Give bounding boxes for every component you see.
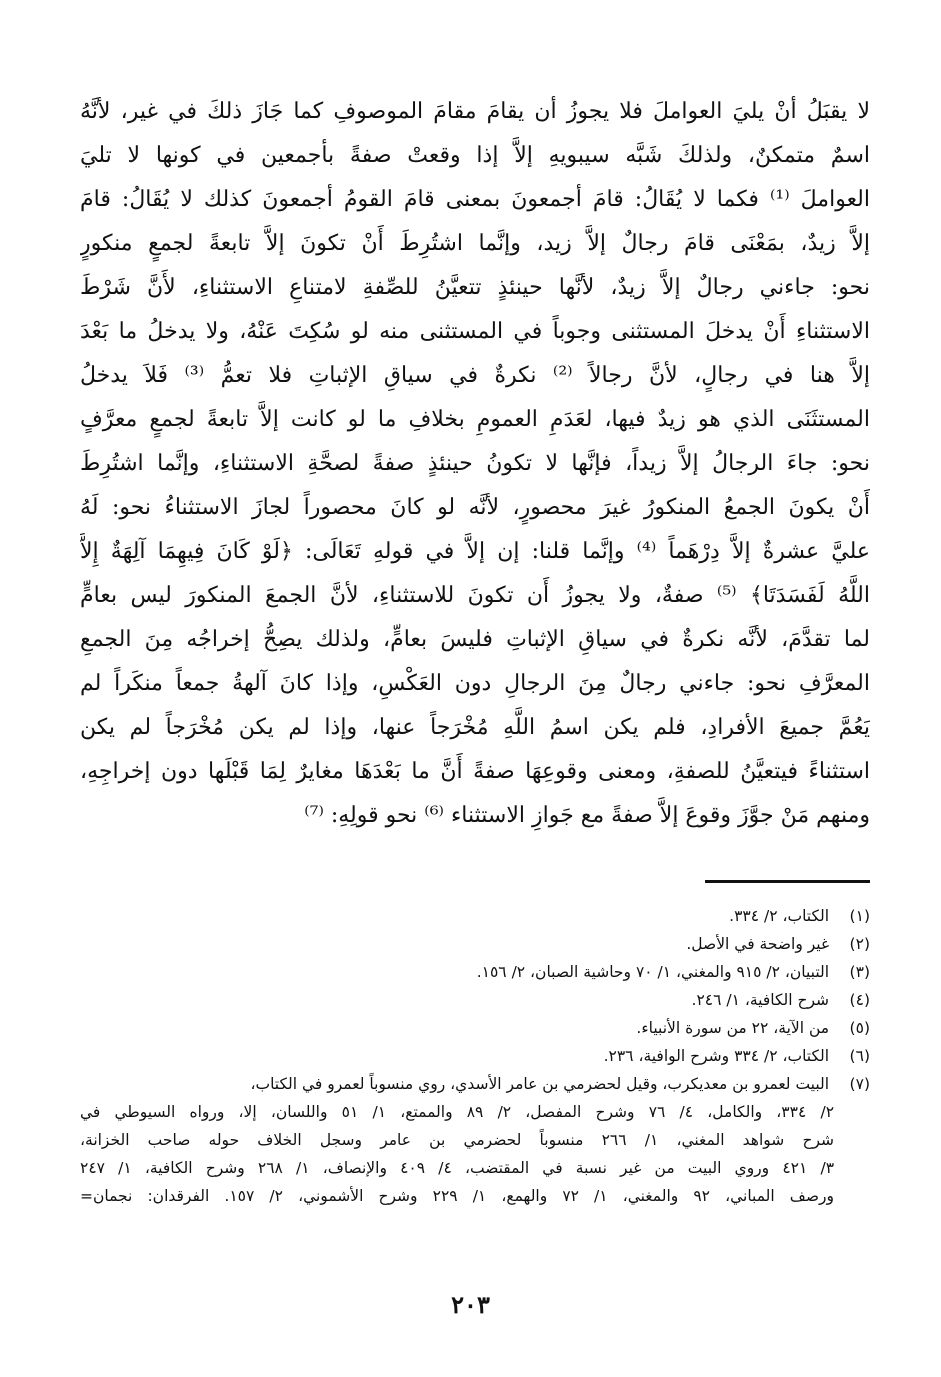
footnote	[80, 1070, 870, 1098]
text-line: يَعُمَّ جميعَ الأفرادِ، فلم يكن اسمُ اللَّهِ مُخْرَجاً عنها، وإذا لم يكن مُخْرَجاً لم يكن	[80, 715, 870, 740]
footnote-number: (١)	[849, 907, 870, 925]
text-line: المستثَنَى الذي هو زيدٌ فيها، لعَدَمِ العمومِ بخلافِ ما لو كانت إلاَّ تابعةً لجمعٍ معرَّفٍ	[80, 407, 870, 432]
footnote	[80, 930, 870, 958]
text-line: لا يقبَلُ أنْ يليَ العواملَ فلا يجوزُ أن يقامَ مقامَ الموصوفِ كما جَازَ ذلكَ في غير، لأنَّهُ	[80, 99, 870, 124]
footnote	[80, 986, 870, 1014]
text-line: أَنْ يكونَ الجمعُ المنكورُ غيرَ محصورٍ، لأنَّه لو كانَ محصوراً لجازَ الاستثناءُ نحو: لَهُ	[80, 495, 870, 520]
footnote	[80, 902, 870, 930]
footnote-continuation: ٣/ ٤٢١ وروي البيت من غير نسبة في المقتضب، ٤/ ٤٠٩ والإنصاف، ١/ ٢٦٨ وشرح الكافية، ١/ ٢٤٧	[80, 1159, 835, 1177]
text-line: العواملَ ⁽¹⁾ فكما لا يُقَالُ: قامَ أجمعونَ بمعنى قامَ القومُ أجمعونَ كذلك لا يُقَالُ: قامَ	[80, 187, 870, 212]
footnotes	[80, 902, 870, 1210]
text-line: إلاَّ هنا في رجالٍ، لأنَّ رجالاً ⁽²⁾ نكرةٌ في سياقِ الإثباتِ فلا تعمُّ ⁽³⁾ فَلاَ يدخلُ	[80, 363, 870, 388]
footnote	[80, 1042, 870, 1070]
text-line: الاستثناءِ أَنْ يدخلَ المستثنى وجوباً في المستثنى منه لو سُكِتَ عَنْهُ، ولا يدخلُ ما بَعْدَ	[80, 319, 870, 344]
footnote-number: (٥)	[849, 1019, 870, 1037]
text-line: اللَّهُ لَفَسَدَتَا﴾ ⁽⁵⁾ صفةٌ، ولا يجوزُ أَن تكونَ للاستثناءِ، لأنَّ الجمعَ المنكورَ ليس بعامٍّ	[80, 583, 870, 608]
footnote-number: (٧)	[849, 1075, 870, 1093]
footnote-number: (٣)	[849, 963, 870, 981]
text-line: استثناءً فيتعيَّنُ للصفةِ، ومعنى وقوعِهَا صفةً أَنَّ ما بَعْدَهَا مغايرٌ لِمَا قَبْلَها دون إخراجِهِ،	[80, 759, 870, 784]
text-line: ومنهم مَنْ جوَّزَ وقوعَ إلاَّ صفةً مع جَوازِ الاستثناء ⁽⁶⁾ نحو قولِهِ: ⁽⁷⁾	[304, 803, 870, 828]
footnote-continuation: شرح شواهد المغني، ١/ ٢٦٦ منسوباً لحضرمي بن عامر وسجل الخلاف حوله صاحب الخزانة،	[80, 1131, 834, 1149]
text-line: إلاَّ زيدٌ، بمَعْنَى قامَ رجالٌ إلاَّ زيد، وإنَّما اشتُرِطَ أَنْ تكونَ إلاَّ تابعةً لجمعٍ منكورٍ	[80, 231, 870, 256]
footnote-number: (٢)	[849, 935, 870, 953]
footnote-divider	[705, 880, 870, 883]
footnote	[80, 1014, 870, 1042]
footnote	[80, 958, 870, 986]
text-line: اسمٌ متمكنٌ، ولذلكَ شَبَّه سيبويهِ إلاَّ إذا وقعتْ صفةً بأجمعين في كونها لا تليَ	[80, 143, 870, 168]
footnote-continuation: ٢/ ٣٣٤، والكامل، ٤/ ٧٦ وشرح المفصل، ٢/ ٨٩ والممتع، ١/ ٥١ واللسان، إلا، ورواه السيوطي في	[80, 1103, 835, 1121]
text-line: المعرَّفِ نحو: جاءني رجالٌ مِنَ الرجالِ دون العَكْسِ، وإذا كانَ آلهةُ جمعاً منكَراً لم	[80, 671, 870, 696]
footnote-text: الكتاب، ٢/ ٣٣٤.	[729, 907, 830, 925]
footnote-text: التبيان، ٢/ ٩١٥ والمغني، ١/ ٧٠ وحاشية الصبان، ٢/ ١٥٦.	[476, 963, 830, 981]
text-line: نحو: جاءَ الرجالُ إلاَّ زيداً، فإنَّها لا تكونُ حينئذٍ صفةً لصحَّةِ الاستثناءِ، وإنَّما اشتُرِطَ	[80, 451, 870, 476]
footnote-number: (٤)	[849, 991, 870, 1009]
text-line: عليَّ عشرةٌ إلاَّ دِرْهَماً ⁽⁴⁾ وإنَّما قلنا: إن إلاَّ في قولهِ تَعَالَى: ﴿لَوْ كَانَ فِيهِمَا آلِهَةٌ إِلاَّ	[80, 539, 870, 564]
footnote-text: شرح الكافية، ١/ ٢٤٦.	[691, 991, 830, 1009]
footnote-text: من الآية، ٢٢ من سورة الأنبياء.	[636, 1019, 830, 1037]
main-text	[80, 90, 870, 838]
footnote-number: (٦)	[849, 1047, 870, 1065]
text-line: نحو: جاءني رجالٌ إلاَّ زيدٌ، لأنَّها حينئذٍ تتعيَّنُ للصِّفةِ لامتناعِ الاستثناءِ، لأَنَّ شَرْطَ	[80, 275, 870, 300]
page-number: ٢٠٣	[451, 1290, 490, 1319]
footnote-text: الكتاب، ٢/ ٣٣٤ وشرح الوافية، ٢٣٦.	[603, 1047, 830, 1065]
footnote-continuation: ورصف المباني، ٩٢ والمغني، ١/ ٧٢ والهمع، ١/ ٢٢٩ وشرح الأشموني، ٢/ ١٥٧. الفرقدان: نجمان=	[80, 1187, 834, 1205]
text-line: لما تقدَّمَ، لأنَّه نكرةٌ في سياقِ الإثباتِ فليسَ بعامٍّ، ولذلك يصِحُّ إخراجُه مِنَ الجمعِ	[80, 627, 870, 652]
footnote-text: البيت لعمرو بن معديكرب، وقيل لحضرمي بن عامر الأسدي، روي منسوباً لعمرو في الكتاب،	[250, 1075, 830, 1093]
footnote-text: غير واضحة في الأصل.	[686, 935, 830, 953]
